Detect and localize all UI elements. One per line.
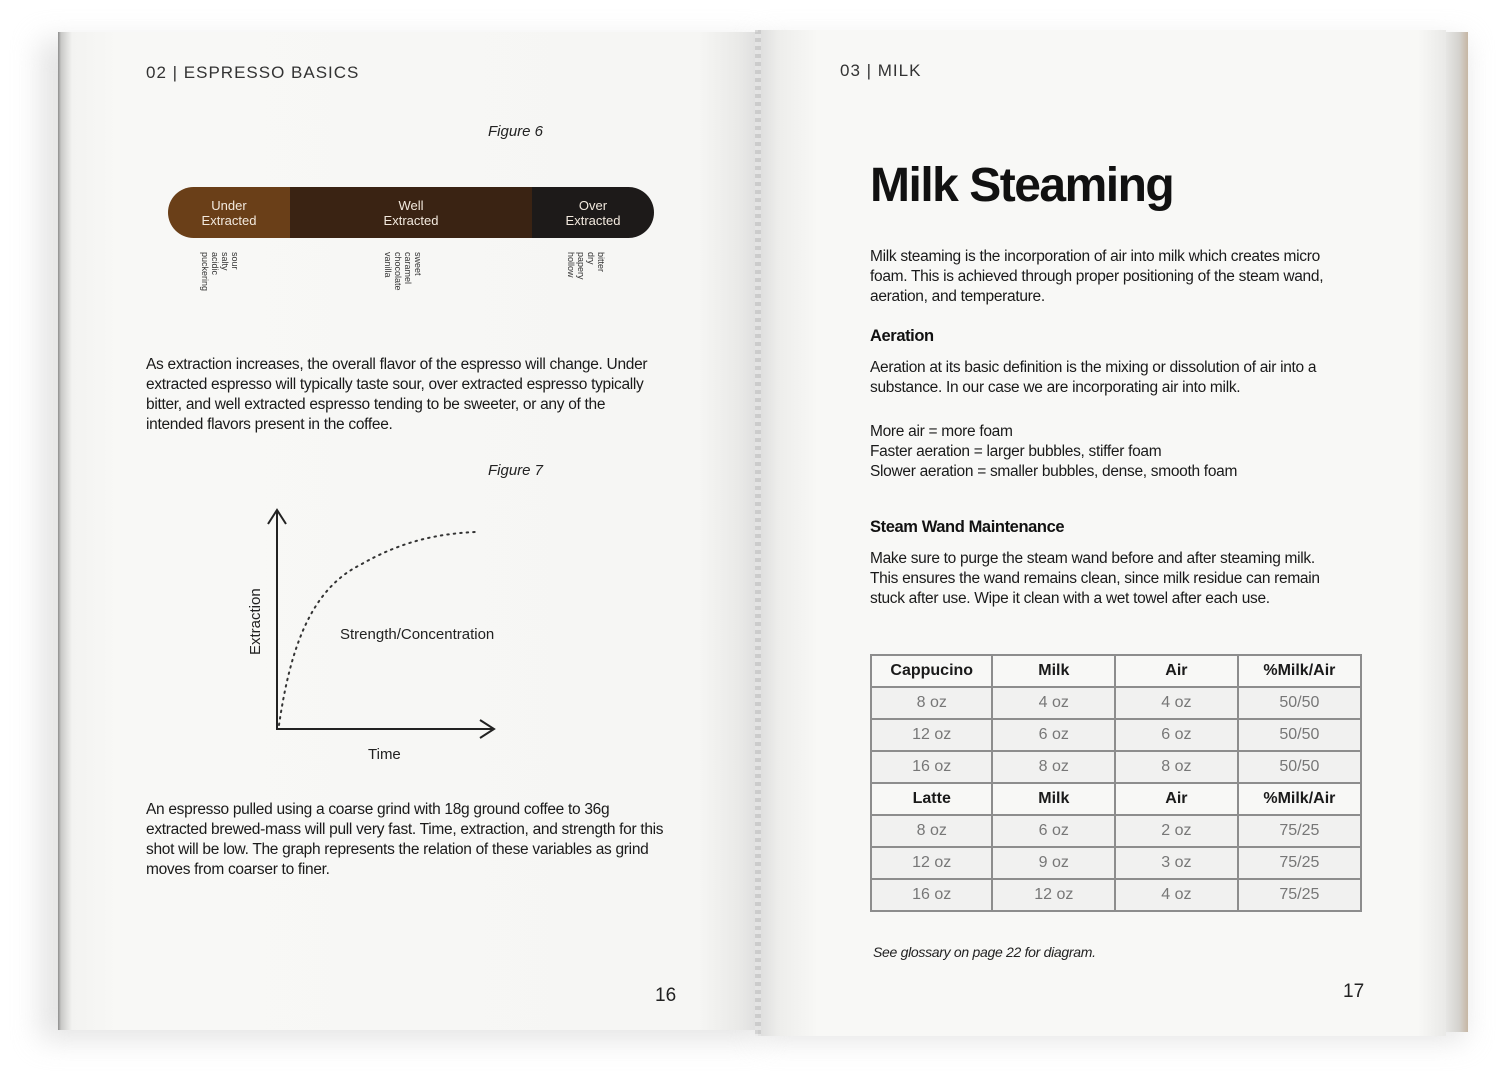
table-row <box>871 879 1361 911</box>
table-row <box>871 719 1361 751</box>
well-extracted-flavors: sweet caramel chocolate vanilla <box>383 252 423 291</box>
table-header-cell: Milk <box>992 783 1115 815</box>
table-cell: 6 oz <box>1115 719 1238 751</box>
extraction-graph <box>230 500 530 770</box>
table-cell: 16 oz <box>871 751 992 783</box>
table-header-row <box>871 783 1361 815</box>
right-page-number: 17 <box>1343 981 1365 1002</box>
table-cell: 75/25 <box>1238 879 1361 911</box>
aeration-rules <box>870 422 1330 482</box>
table-header-row <box>871 655 1361 687</box>
table-cell: 9 oz <box>992 847 1115 879</box>
under-extracted-segment <box>168 187 290 238</box>
table-cell: 50/50 <box>1238 719 1361 751</box>
table-header-cell: Air <box>1115 783 1238 815</box>
table-header-cell: Air <box>1115 655 1238 687</box>
table-cell: 6 oz <box>992 719 1115 751</box>
table-cell: 12 oz <box>992 879 1115 911</box>
figure-7-caption: Figure 7 <box>488 462 544 479</box>
table-row <box>871 815 1361 847</box>
table-cell: 4 oz <box>1115 687 1238 719</box>
table-cell: 12 oz <box>871 847 992 879</box>
aeration-heading: Aeration <box>870 327 934 345</box>
aeration-rule: Faster aeration = larger bubbles, stiffer foam <box>870 443 1162 460</box>
table-cell: 2 oz <box>1115 815 1238 847</box>
extraction-paragraph: As extraction increases, the overall flavor of the espresso will change. Under extracted espresso will typically taste sour, over extracted espresso typically bitter, and well extracted espresso tending to be sweeter, or any of the intended flavors present in the coffee. <box>146 356 648 433</box>
over-extracted-label: Over Extracted <box>565 197 621 228</box>
x-axis-label: Time <box>368 746 401 763</box>
table-row <box>871 847 1361 879</box>
intro-paragraph: Milk steaming is the incorporation of air into milk which creates micro foam. This is achieved through proper positioning of the steam wand, aeration, and temperature. <box>870 248 1324 305</box>
left-page-number: 16 <box>655 985 677 1006</box>
extraction-bar <box>168 187 654 238</box>
table-cell: 3 oz <box>1115 847 1238 879</box>
right-running-header: 03 | MILK <box>840 61 922 80</box>
table-header-cell: Latte <box>871 783 992 815</box>
table-header-cell: Milk <box>992 655 1115 687</box>
table-cell: 8 oz <box>871 687 992 719</box>
grind-paragraph: An espresso pulled using a coarse grind with 18g ground coffee to 36g extracted brewed-mass will pull very fast. Time, extraction, and strength for this shot will be low. The graph represents the relation of these variables as grind moves from coarser to finer. <box>146 801 664 878</box>
table-cell: 16 oz <box>871 879 992 911</box>
glossary-footnote: See glossary on page 22 for diagram. <box>873 944 1096 960</box>
table-header-cell: Cappucino <box>871 655 992 687</box>
under-extracted-flavors: sour salty acidic puckering <box>200 252 240 292</box>
table-row <box>871 687 1361 719</box>
table-cell: 4 oz <box>992 687 1115 719</box>
maintenance-heading: Steam Wand Maintenance <box>870 518 1065 536</box>
curve-label: Strength/Concentration <box>340 626 495 643</box>
figure-6-caption: Figure 6 <box>488 123 544 140</box>
well-extracted-label: Well Extracted <box>383 197 439 228</box>
left-running-header: 02 | ESPRESSO BASICS <box>146 63 360 82</box>
table-cell: 8 oz <box>871 815 992 847</box>
over-extracted-flavors: bitter dry papery hollow <box>566 252 606 280</box>
aeration-paragraph: Aeration at its basic definition is the mixing or dissolution of air into a substance. In our case we are incorporating air into milk. <box>870 359 1317 396</box>
aeration-rule: More air = more foam <box>870 423 1013 440</box>
table-cell: 50/50 <box>1238 687 1361 719</box>
book-page-edges <box>1446 32 1468 1032</box>
maintenance-paragraph: Make sure to purge the steam wand before and after steaming milk. This ensures the wand remains clean, since milk residue can remain stuck after use. Wipe it clean with a wet towel after each use. <box>870 550 1320 607</box>
under-extracted-label: Under Extracted <box>201 197 257 228</box>
over-extracted-segment <box>532 187 654 238</box>
aeration-rule: Slower aeration = smaller bubbles, dense, smooth foam <box>870 463 1238 480</box>
table-cell: 75/25 <box>1238 847 1361 879</box>
table-cell: 4 oz <box>1115 879 1238 911</box>
table-cell: 8 oz <box>1115 751 1238 783</box>
table-cell: 12 oz <box>871 719 992 751</box>
table-cell: 50/50 <box>1238 751 1361 783</box>
table-header-cell: %Milk/Air <box>1238 655 1361 687</box>
well-extracted-segment <box>290 187 532 238</box>
book-spine <box>755 30 761 1036</box>
milk-ratio-table <box>870 654 1362 912</box>
table-cell: 8 oz <box>992 751 1115 783</box>
table-cell: 6 oz <box>992 815 1115 847</box>
page-title: Milk Steaming <box>870 159 1174 212</box>
y-axis-label: Extraction <box>247 588 264 655</box>
table-cell: 75/25 <box>1238 815 1361 847</box>
table-header-cell: %Milk/Air <box>1238 783 1361 815</box>
table-row <box>871 751 1361 783</box>
